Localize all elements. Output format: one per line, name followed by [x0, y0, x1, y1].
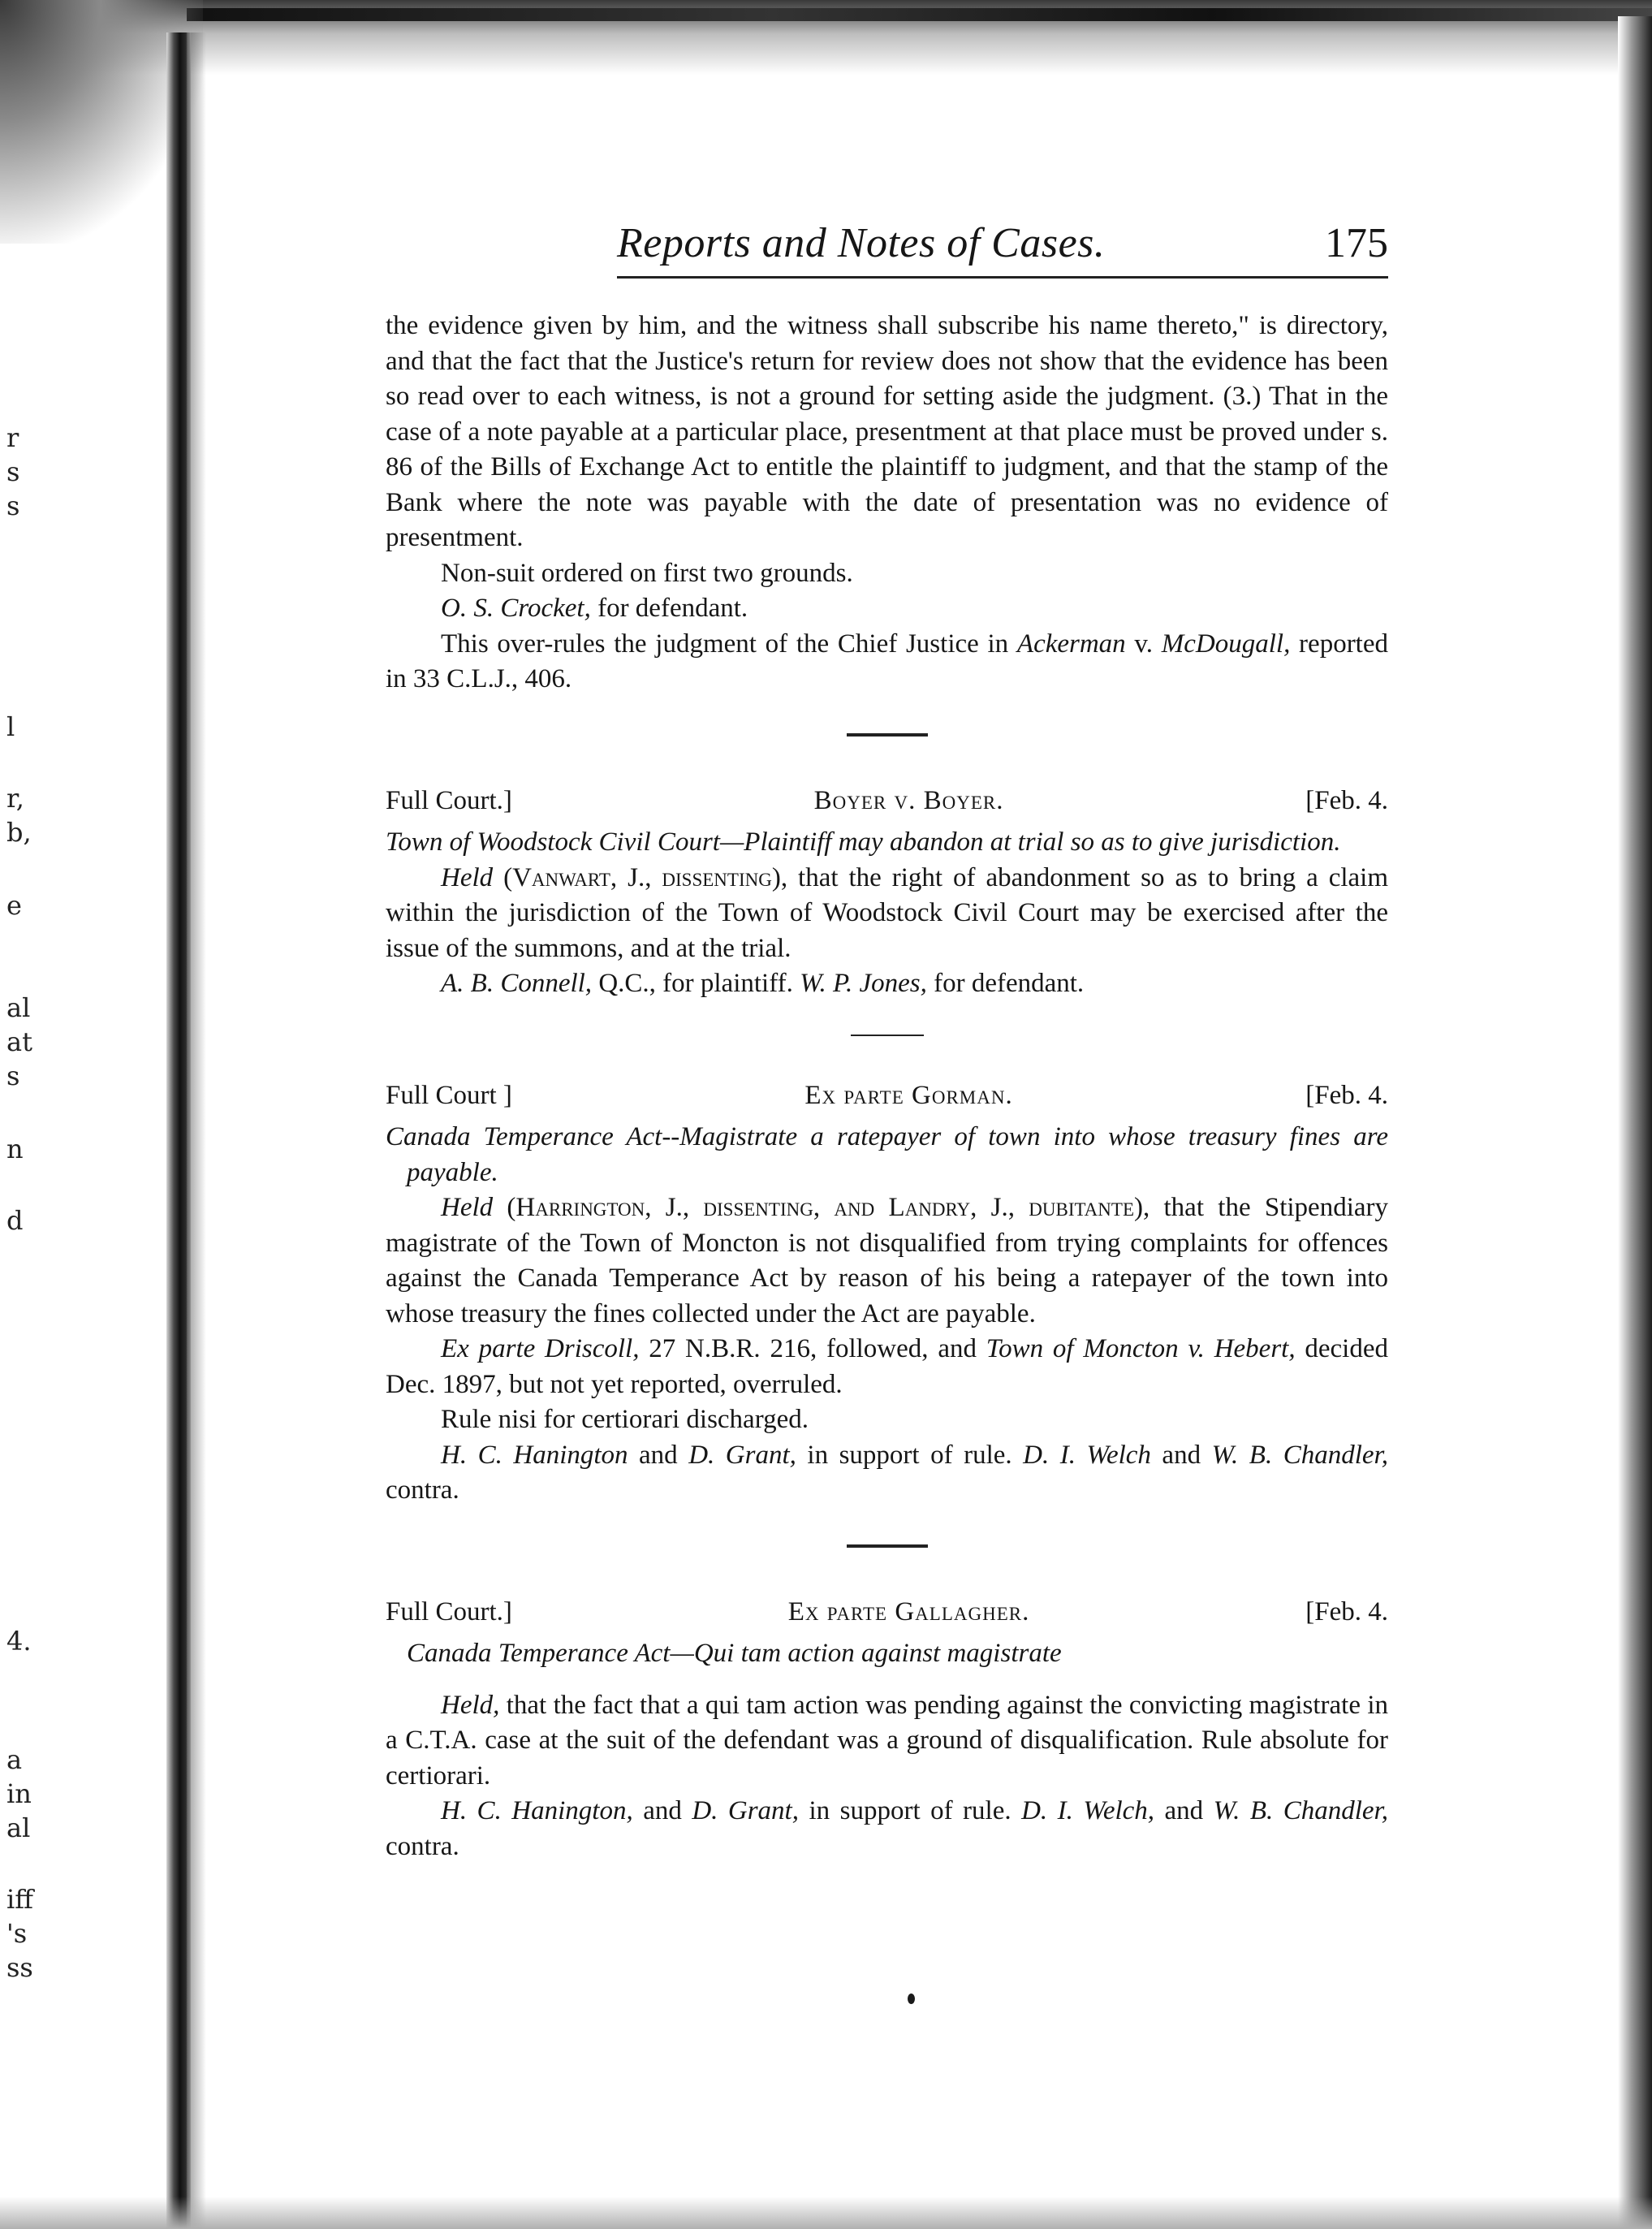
margin-fragment: n [6, 1134, 24, 1164]
margin-fragment: e [6, 890, 22, 921]
counsel-name: A. B. Connell, [441, 969, 593, 998]
margin-fragment: d [6, 1205, 24, 1236]
counsel-name: W. B. Chandler, [1211, 1440, 1388, 1470]
court-label: Full Court.] [386, 785, 512, 815]
page-number: 175 [1325, 220, 1388, 266]
margin-fragment: s [6, 490, 20, 521]
held-text: that the right of abandonment so as to bring a claim within the jurisdiction of the Town of Woodstock Civil Court may be exercised after the issue of the summons, and at the trial. [386, 862, 1389, 963]
held-word: Held [441, 1193, 494, 1222]
margin-fragment: s [6, 1061, 20, 1091]
cited-cases [386, 1332, 1388, 1402]
counsel-role: and [628, 1440, 689, 1470]
counsel-name: D. I. Welch, [1021, 1796, 1155, 1825]
counsel-role: and [632, 1796, 692, 1825]
counsel-line [386, 966, 1388, 1002]
citation-text: decided Dec. 1897, but not yet reported, overruled. [386, 1334, 1388, 1399]
case-headnote: Canada Temperance Act—Qui tam action against magistrate [407, 1639, 1062, 1668]
ink-dot [908, 1994, 915, 2004]
margin-fragment: in [6, 1778, 32, 1809]
spine-shadow [188, 32, 206, 2229]
case-name: Ackerman [1016, 629, 1126, 659]
running-title: Reports and Notes of Cases. [617, 220, 1106, 266]
margin-fragment: a [6, 1744, 23, 1775]
margin-fragment: al [6, 992, 31, 1023]
page-body [386, 309, 1388, 1864]
scan-edge-top [187, 8, 1652, 21]
margin-fragment: at [6, 1026, 32, 1057]
held-word: Held, [441, 1690, 500, 1720]
case-name: Ex parte Driscoll, [441, 1334, 640, 1363]
counsel-role: for defendant. [590, 594, 748, 623]
counsel-role: and [1150, 1440, 1212, 1470]
page-edge-right [1618, 16, 1652, 2229]
counsel-name: D. Grant, [688, 1440, 796, 1470]
case-heading [386, 1595, 1388, 1631]
margin-fragment: b, [6, 817, 32, 848]
book-spine [166, 32, 191, 2229]
versus: v. [1125, 629, 1162, 659]
margin-fragment: r, [6, 783, 24, 814]
case-name: McDougall, [1161, 629, 1291, 659]
overrules-text: reported in 33 C.L.J., 406. [386, 629, 1388, 693]
case-date: [Feb. 4. [1305, 1080, 1388, 1110]
held-judges: (Vanwart, J., dissenting), [493, 862, 788, 892]
page-edge-bottom [0, 2197, 1652, 2229]
case-report [386, 1595, 1388, 1865]
margin-fragment: al [6, 1812, 31, 1843]
margin-fragment: iff [6, 1884, 33, 1915]
counsel-role: Q.C., for plaintiff. [592, 969, 800, 998]
case-date: [Feb. 4. [1305, 1596, 1388, 1626]
section-divider [847, 1544, 928, 1548]
case-name: Town of Moncton v. Hebert, [986, 1334, 1296, 1363]
held-word: Held [441, 862, 494, 892]
counsel-line [386, 1438, 1388, 1509]
margin-fragment: r [6, 422, 19, 453]
case-heading [386, 784, 1388, 819]
court-label: Full Court ] [386, 1080, 512, 1110]
court-label: Full Court.] [386, 1596, 512, 1626]
counsel-role: contra. [386, 1475, 459, 1505]
counsel-line [386, 1794, 1388, 1864]
margin-fragment: l [6, 711, 15, 742]
margin-fragment: 's [6, 1918, 28, 1949]
counsel-name: H. C. Hanington, [441, 1796, 633, 1825]
counsel-role: in support of rule. [796, 1440, 1024, 1470]
counsel-line [386, 591, 1388, 627]
section-divider [851, 1035, 924, 1036]
counsel-role: and [1154, 1796, 1214, 1825]
held-paragraph [386, 1190, 1388, 1332]
counsel-role: contra. [386, 1831, 459, 1861]
continuation-paragraph: the evidence given by him, and the witness shall subscribe his name thereto," is directory, and that the fact that the Justice's return for review does not show that the evidence has been so read over to each witness, is not a ground for setting aside the judgment. (3.) That in the case of a note payable at a particular place, presentment at that place must be proved under s. 86 of the Bills of Exchange Act to entitle the plaintiff to judgment, and that the stamp of the Bank where the note was payable with the date of presentation was no evidence of presentment. [386, 311, 1388, 552]
case-title: Boyer v. Boyer. [813, 785, 1004, 815]
case-date: [Feb. 4. [1305, 785, 1388, 815]
margin-fragment: ss [6, 1952, 33, 1983]
facing-page-fragments [0, 0, 65, 2229]
counsel-role: in support of rule. [798, 1796, 1022, 1825]
counsel-name: W. B. Chandler, [1213, 1796, 1388, 1825]
counsel-name: O. S. Crocket, [441, 594, 591, 623]
case-report [386, 784, 1388, 1002]
counsel-name: D. Grant, [692, 1796, 799, 1825]
case-heading [386, 1078, 1388, 1114]
case-report [386, 1078, 1388, 1509]
nonsuit-line: Non-suit ordered on first two grounds. [441, 558, 853, 588]
margin-fragment: 4. [6, 1626, 32, 1657]
held-text: that the fact that a qui tam action was pending against the convicting magistrate in a C.T.A. case at the suit of the defendant was a ground of disqualification. Rule absolute for certiorari. [386, 1690, 1388, 1791]
counsel-name: D. I. Welch [1023, 1440, 1151, 1470]
case-headnote: Town of Woodstock Civil Court—Plaintiff may abandon at trial so as to give jurisdiction. [386, 827, 1341, 857]
case-title: Ex parte Gallagher. [787, 1596, 1030, 1626]
margin-fragment: s [6, 456, 20, 487]
overrules-note [386, 627, 1388, 698]
held-paragraph [386, 1688, 1388, 1795]
citation-text: 27 N.B.R. 216, followed, and [639, 1334, 986, 1363]
held-text: that the Stipendiary magistrate of the Town of Moncton is not disqualified from trying complaints for offences against the Canada Temperance Act by reason of his being a ratepayer of the town into whose treasury the fines collected under the Act are payable. [386, 1193, 1388, 1328]
counsel-name: W. P. Jones, [800, 969, 927, 998]
counsel-role: for defendant. [926, 969, 1085, 998]
held-paragraph [386, 861, 1388, 967]
case-headnote: Canada Temperance Act--Magistrate a ratepayer of town into whose treasury fines are payable. [386, 1122, 1388, 1187]
held-judges: (Harrington, J., dissenting, and Landry, J., dubitante), [493, 1193, 1150, 1222]
rule-line: Rule nisi for certiorari discharged. [441, 1405, 809, 1434]
case-title: Ex parte Gorman. [804, 1080, 1013, 1110]
counsel-name: H. C. Hanington [441, 1440, 628, 1470]
running-head [617, 219, 1388, 279]
overrules-text: This over-rules the judgment of the Chief Justice in [441, 629, 1017, 659]
section-divider [847, 733, 928, 737]
